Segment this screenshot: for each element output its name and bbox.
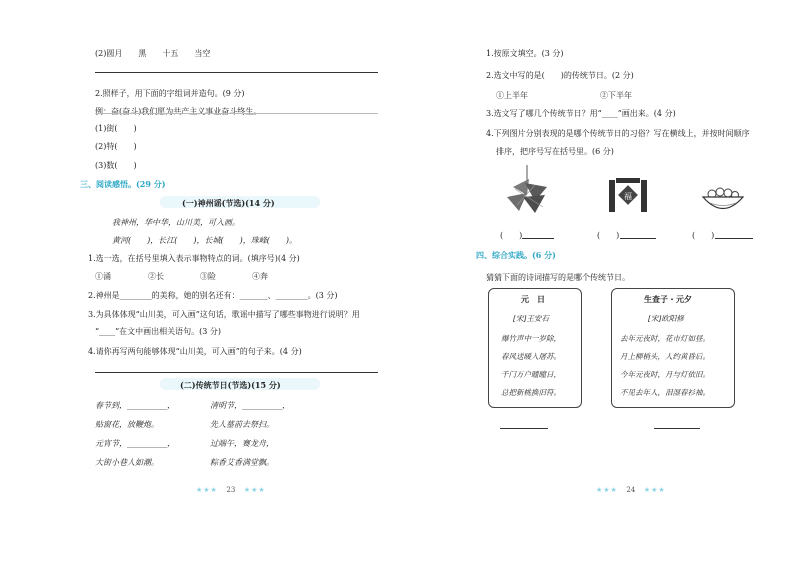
p1-q2[interactable]: 2.神州是________的美称，她的别名还有：_______、________。(3 分): [88, 291, 338, 300]
picture1-answer[interactable]: ( ): [500, 231, 523, 240]
fu-character: 福: [624, 192, 632, 201]
page-footer-left: [196, 485, 266, 494]
r-q1: 1.按原文填空。(3 分): [486, 49, 564, 58]
passage1-line1: 我神州，华中华，山川美，可入画。: [112, 218, 240, 227]
section3-heading: 三、阅读感悟。(29 分): [80, 179, 166, 189]
q2-item-2[interactable]: (2)特( ): [95, 142, 137, 151]
passage2-row2-left: 贴窗花，放鞭炮。: [95, 420, 159, 429]
q2-title: 2.照样子，用下面的字组词并造句。(9 分): [95, 89, 245, 98]
star-icon: ★★★: [596, 486, 618, 494]
picture2-answer[interactable]: ( ): [597, 231, 620, 240]
poem1-title: 元 日: [521, 294, 545, 304]
star-icon: ★★★: [643, 486, 666, 494]
poem2-line4: 不见去年人，泪湿春衫袖。: [620, 388, 710, 397]
q1-item2: (2)圆月 黑 十五 当空: [95, 49, 211, 58]
page-footer-right: [596, 485, 666, 494]
passage2-row3-left[interactable]: 元宵节，__________，: [95, 439, 175, 448]
poem1-line1: 爆竹声中一岁除，: [501, 334, 561, 343]
r-q3: 3.选文写了哪几个传统节日？用“____”画出来。(4 分): [486, 109, 676, 118]
q2-item-3[interactable]: (3)数( ): [95, 161, 137, 170]
star-icon: ★★★: [243, 486, 266, 494]
passage2-row3-right: 过端午，赛龙舟，: [210, 439, 274, 448]
r-q4-line1: 4.下列图片分别表现的是哪个传统节日的习俗？写在横线上，并按时间顺序: [486, 129, 750, 138]
poem2-line2: 月上柳梢头，人约黄昏后。: [620, 352, 710, 361]
passage2-row4-left: 大街小巷人如潮。: [95, 458, 159, 467]
page-number: 23: [226, 486, 236, 494]
passage1-title: (一)神州谣(节选)(14 分): [182, 198, 275, 208]
section4-heading: 四、综合实践。(6 分): [476, 250, 556, 260]
answer-line[interactable]: [715, 238, 753, 239]
picture3-answer[interactable]: ( ): [692, 231, 715, 240]
page-number: 24: [626, 486, 636, 494]
poem2-author: [宋]欧阳修: [648, 314, 684, 323]
answer-line[interactable]: [620, 238, 656, 239]
answer-line[interactable]: [654, 428, 700, 429]
q2-item-1[interactable]: (1)街( ): [95, 124, 137, 133]
r-q4-line2: 排序，把序号写在括号里。(6 分): [496, 147, 614, 156]
r-q2-option-1: ①上半年: [496, 91, 528, 100]
q2-example: 例：奋(奋斗)我们愿为共产主义事业奋斗终生。: [95, 107, 262, 116]
poem1-line2: 春风送暖入屠苏。: [501, 352, 561, 361]
p1-q3-line1: 3.为具体体现“山川美，可入画”这句话，歌谣中描写了哪些事物进行说明？用: [88, 310, 360, 319]
passage2-row1-left[interactable]: 春节到，__________，: [95, 401, 175, 410]
r-q2-option-2: ②下半年: [600, 91, 632, 100]
passage2-row2-right: 先人墓前去祭扫。: [210, 420, 274, 429]
poem2-line3: 今年元夜时，月与灯依旧。: [620, 370, 710, 379]
p1-q4: 4.请你再写两句能够体现“山川美，可入画”的句子来。(4 分): [88, 347, 302, 356]
poem1-line3: 千门万户曈曈日，: [501, 370, 561, 379]
section4-instructions: 猜猜下面的诗词描写的是哪个传统节日。: [486, 273, 630, 282]
p1-q1-option-2: ②长: [148, 272, 164, 281]
star-icon: ★★★: [196, 486, 218, 494]
poem1-card: [488, 288, 582, 408]
poem2-card: [611, 288, 735, 408]
answer-line[interactable]: [95, 372, 378, 373]
passage2-row4-right: 粽香艾香满堂飘。: [210, 458, 274, 467]
poem1-line4: 总把新桃换旧符。: [501, 388, 561, 397]
p1-q1-option-4: ④奔: [252, 272, 268, 281]
passage2-row1-right[interactable]: 清明节，__________，: [210, 401, 290, 410]
p1-q1: 1.选一选，在括号里填入表示事物特点的词。(填序号)(4 分): [88, 254, 300, 263]
r-q2[interactable]: 2.选文中写的是( )的传统节日。(2 分): [486, 71, 634, 80]
answer-line[interactable]: [500, 428, 548, 429]
example-underline: [95, 113, 378, 114]
tangyuan-bowl-picture: [700, 186, 746, 216]
p1-q1-option-1: ①涌: [95, 272, 111, 281]
zongzi-picture: [505, 165, 550, 215]
answer-line[interactable]: [522, 238, 554, 239]
passage2-title: (二)传统节日(节选)(15 分): [180, 380, 281, 390]
poem1-author: [宋]王安石: [513, 314, 549, 323]
p1-q1-option-3: ③险: [200, 272, 216, 281]
p1-q3-line2: “____”在文中画出相关语句。(3 分): [95, 327, 222, 336]
poem2-line1: 去年元夜时，花市灯如昼。: [620, 334, 710, 343]
passage1-line2[interactable]: 黄河( )，长江( )，长城( )，珠峰( )。: [112, 236, 297, 245]
answer-line[interactable]: [95, 72, 378, 73]
poem2-title: 生查子・元夕: [644, 294, 692, 304]
spring-couplet-picture: [608, 178, 648, 214]
